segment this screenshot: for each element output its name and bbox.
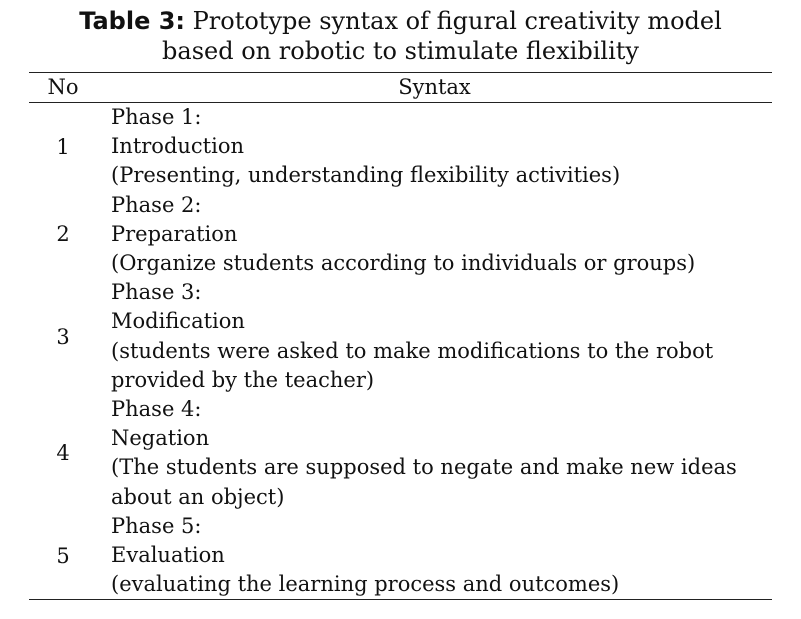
row-syntax: [97, 278, 772, 395]
row-syntax: [97, 191, 772, 279]
row-number: 3: [56, 324, 70, 349]
syntax-table-container: [29, 72, 772, 600]
phase-description: (The students are supposed to negate and make new ideas: [111, 455, 737, 480]
phase-name: Evaluation: [111, 543, 225, 568]
table-header-row: [29, 73, 772, 103]
phase-label: Phase 4:: [111, 397, 202, 422]
caption-line-1: [0, 6, 801, 36]
table-row: [29, 278, 772, 395]
phase-description: (Organize students according to individuals or groups): [111, 251, 696, 276]
syntax-table: [29, 72, 772, 600]
table-row: [29, 512, 772, 600]
row-number: 2: [56, 222, 70, 247]
phase-label: Phase 2:: [111, 192, 202, 217]
table-row: [29, 191, 772, 279]
phase-description-continued: provided by the teacher): [111, 367, 375, 392]
phase-label: Phase 3:: [111, 280, 202, 305]
caption-label: Table 3:: [79, 7, 186, 35]
row-number: 1: [56, 134, 70, 159]
row-number: 5: [29, 512, 97, 600]
phase-description: (Presenting, understanding flexibility activities): [111, 163, 621, 188]
header-syntax: Syntax: [97, 73, 772, 103]
row-syntax: [97, 103, 772, 191]
phase-label: Phase 1:: [111, 105, 202, 129]
caption-title-part-1: Prototype syntax of figural creativity model: [185, 7, 722, 35]
header-no: No: [29, 73, 97, 103]
row-number: 4: [56, 441, 70, 466]
phase-name: Introduction: [111, 134, 244, 159]
row-syntax: [97, 395, 772, 512]
phase-name: Modification: [111, 309, 245, 334]
row-syntax: [97, 512, 772, 600]
phase-description-continued: about an object): [111, 484, 285, 509]
phase-name: Negation: [111, 426, 210, 451]
table-row: [29, 395, 772, 512]
phase-description: (evaluating the learning process and outcomes): [111, 572, 620, 597]
phase-name: Preparation: [111, 221, 238, 246]
caption-title-part-2: based on robotic to stimulate flexibility: [162, 37, 639, 65]
phase-label: Phase 5:: [111, 513, 202, 538]
phase-description: (students were asked to make modifications to the robot: [111, 338, 714, 363]
table-row: [29, 103, 772, 191]
table-caption: [0, 6, 801, 66]
